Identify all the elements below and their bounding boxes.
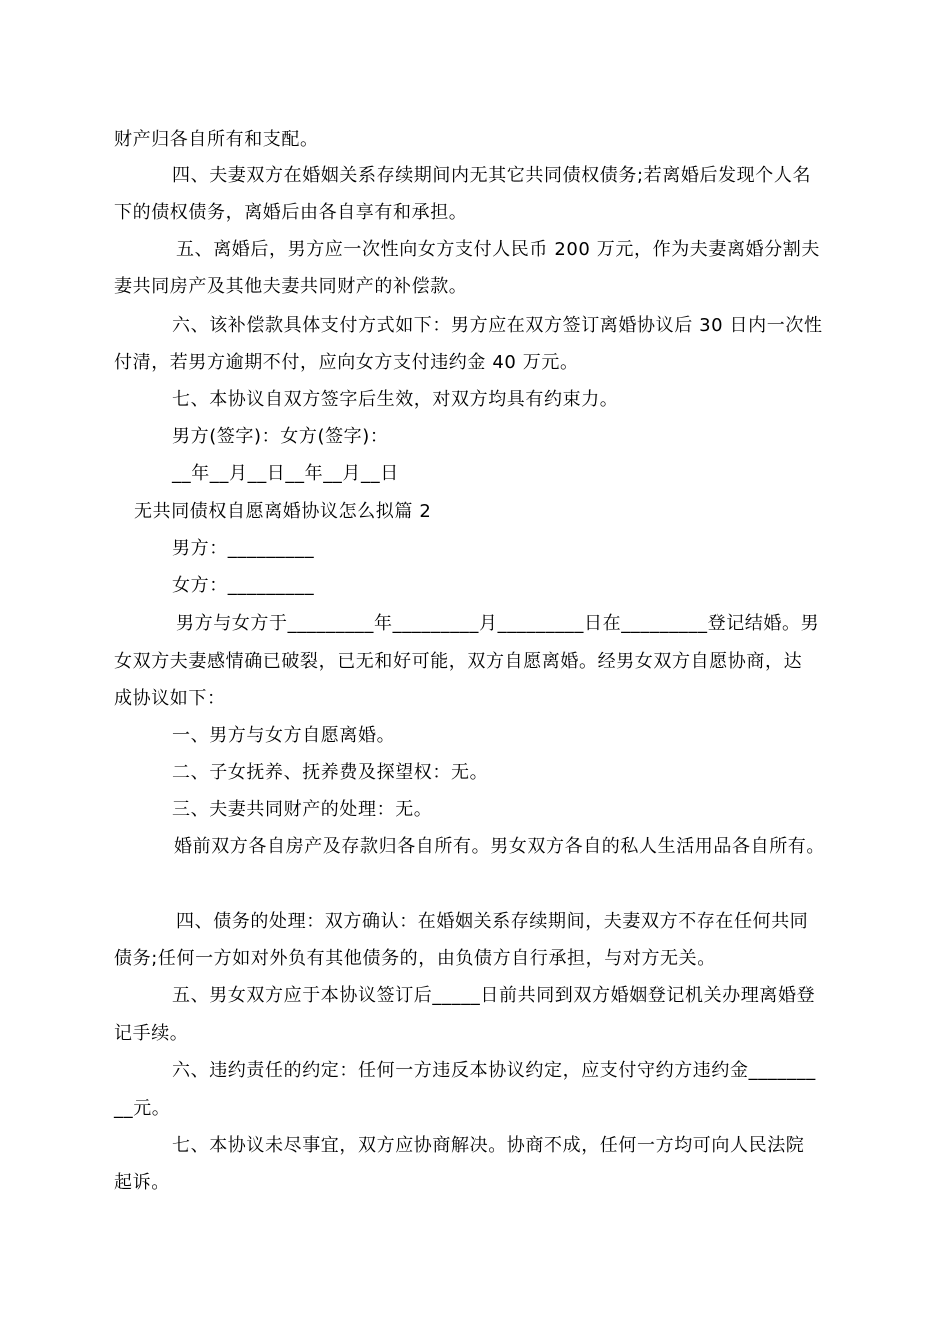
text-line-5: 妻共同房产及其他夫妻共同财产的补偿款。 — [114, 276, 468, 297]
text-line-2: 四、夫妻双方在婚姻关系存续期间内无其它共同债权债务;若离婚后发现个人名 — [172, 165, 812, 186]
text-line-27: 七、本协议未尽事宜，双方应协商解决。协商不成，任何一方均可向人民法院 — [172, 1135, 805, 1156]
text-line-19: 三、夫妻共同财产的处理：无。 — [172, 799, 433, 820]
text-line-13: 女方：_________ — [172, 575, 315, 596]
text-line-25: 六、违约责任的约定：任何一方违反本协议约定，应支付守约方违约金_______ — [172, 1060, 816, 1081]
text-line-20: 婚前双方各自房产及存款归各自所有。男女双方各自的私人生活用品各自所有。 — [174, 836, 825, 857]
text-line-3: 下的债权债务，离婚后由各自享有和承担。 — [114, 202, 468, 223]
text-line-24: 记手续。 — [114, 1023, 189, 1044]
text-line-22: 债务;任何一方如对外负有其他债务的，由负债方自行承担，与对方无关。 — [114, 948, 716, 969]
text-line-6: 六、该补偿款具体支付方式如下：男方应在双方签订离婚协议后 30 日内一次性 — [172, 315, 823, 336]
text-line-4: 五、离婚后，男方应一次性向女方支付人民币 200 万元，作为夫妻离婚分割夫 — [176, 239, 820, 260]
section-heading: 无共同债权自愿离婚协议怎么拟篇 2 — [134, 501, 432, 522]
text-line-10: __年__月__日__年__月__日 — [172, 463, 399, 484]
text-line-7: 付清，若男方逾期不付，应向女方支付违约金 40 万元。 — [114, 352, 579, 373]
text-line-18: 二、子女抚养、抚养费及探望权：无。 — [172, 762, 489, 783]
text-line-8: 七、本协议自双方签字后生效，对双方均具有约束力。 — [172, 389, 619, 410]
text-line-16: 成协议如下： — [114, 688, 226, 709]
text-line-1: 财产归各自所有和支配。 — [114, 129, 319, 150]
text-line-15: 女双方夫妻感情确已破裂，已无和好可能，双方自愿离婚。经男女双方自愿协商，达 — [114, 651, 803, 672]
text-line-12: 男方：_________ — [172, 538, 315, 559]
text-line-23: 五、男女双方应于本协议签订后_____日前共同到双方婚姻登记机关办理离婚登 — [172, 985, 816, 1006]
text-line-28: 起诉。 — [114, 1172, 170, 1193]
text-line-26: __元。 — [114, 1098, 171, 1119]
text-line-9: 男方(签字)：女方(签字)： — [172, 426, 389, 447]
text-line-14: 男方与女方于_________年_________月_________日在_________登记结婚。男 — [176, 613, 820, 634]
text-line-21: 四、债务的处理：双方确认：在婚姻关系存续期间，夫妻双方不存在任何共同 — [176, 911, 809, 932]
text-line-17: 一、男方与女方自愿离婚。 — [172, 725, 396, 746]
